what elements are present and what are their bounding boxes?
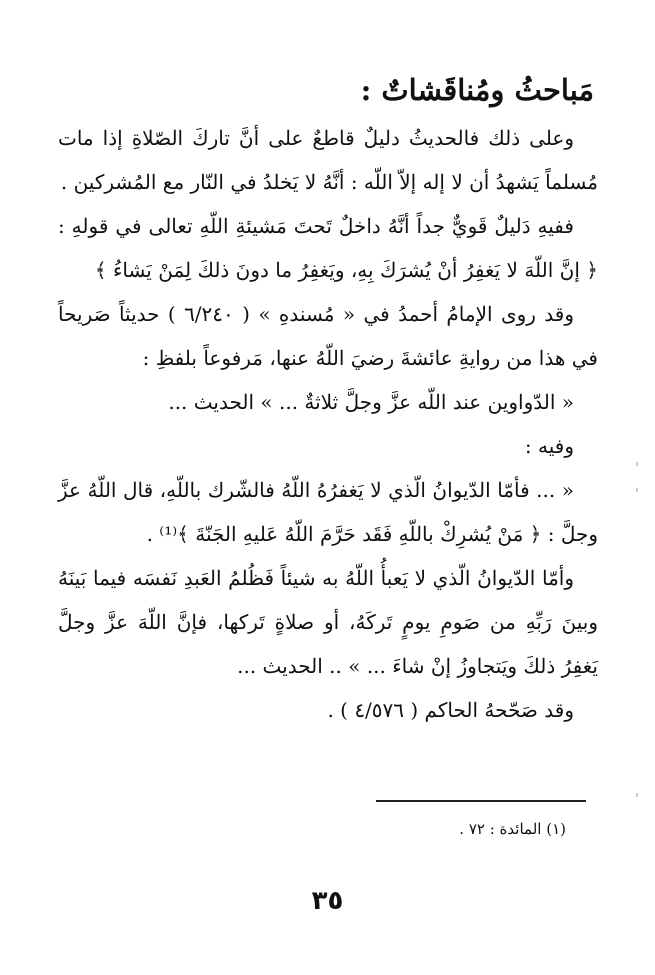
- main-text: [58, 66, 598, 732]
- paragraph-3: وقد روى الإمامُ أحمدُ في « مُسندهِ » ( ٦/٢٤٠ ) حديثاً صَريحاً في هذا من روايةِ عائشةَ رضيَ اللّهُ عنها، مَرفوعاً بلفظِ :: [58, 302, 598, 370]
- quote-hadith-shirk: « ... فأمّا الدّيوانُ الّذي لا يَغفرُهُ اللّهُ فالشّرك باللّهِ، قال اللّهُ عزَّ وجلَّ : ﴿ مَنْ يُشرِكْ باللّهِ فَقَد حَرَّمَ اللّهُ عَليهِ الجَنّةَ ﴾⁽¹⁾ .: [58, 478, 598, 546]
- paragraph-2: ففيهِ دَليلٌ قَويٌّ جداً أنَّهُ داخلٌ تَحتَ مَشيئةِ اللّهِ تعالى في قولهِ : ﴿ إنَّ اللّهَ لا يَغفِرُ أنْ يُشرَكَ بِهِ، ويَغفِرُ ما دونَ ذلكَ لِمَنْ يَشاءُ ﴾: [58, 214, 598, 282]
- paragraph-1: وعلى ذلك فالحديثُ دليلٌ قاطعٌ على أنَّ تاركَ الصّلاةِ إذا مات مُسلماً يَشهدُ أن لا إله إلاّ اللّه : أنَّهُ لا يَخلدُ في النّار مع المُشركين .: [58, 126, 598, 194]
- footnote: (١) المائدة : ٧٢ .: [459, 820, 566, 838]
- quote-hadith-continued: وأمّا الدّيوانُ الّذي لا يَعبأُ اللّهُ به شيئاً فَظُلمُ العَبدِ نَفسَه فيما بَينَهُ وبينَ رَبِّهِ من صَومِ يومٍ تَركَهُ، أو صلاةٍ تَركها، فإنَّ اللّهَ عزَّ وجلَّ يَغفِرُ ذلكَ ويَتجاوزُ إنْ شاءَ ... » .. الحديث ...: [58, 566, 598, 678]
- margin-mark: [636, 462, 638, 466]
- paragraph-wafihi: وفيه :: [524, 434, 574, 458]
- margin-mark: [636, 793, 638, 797]
- quote-hadith-opening: « الدّواوين عند اللّه عزَّ وجلَّ ثلاثةٌ ... » الحديث ...: [168, 390, 574, 414]
- margin-mark: [636, 488, 638, 492]
- footnote-separator: [376, 800, 586, 802]
- paragraph-hakim: وقد صَحّحهُ الحاكم ( ٤/٥٧٦ ) .: [327, 698, 574, 722]
- page-heading: مَباحثُ ومُناقَشاتٌ :: [360, 73, 594, 107]
- page-number: ٣٥: [311, 886, 344, 916]
